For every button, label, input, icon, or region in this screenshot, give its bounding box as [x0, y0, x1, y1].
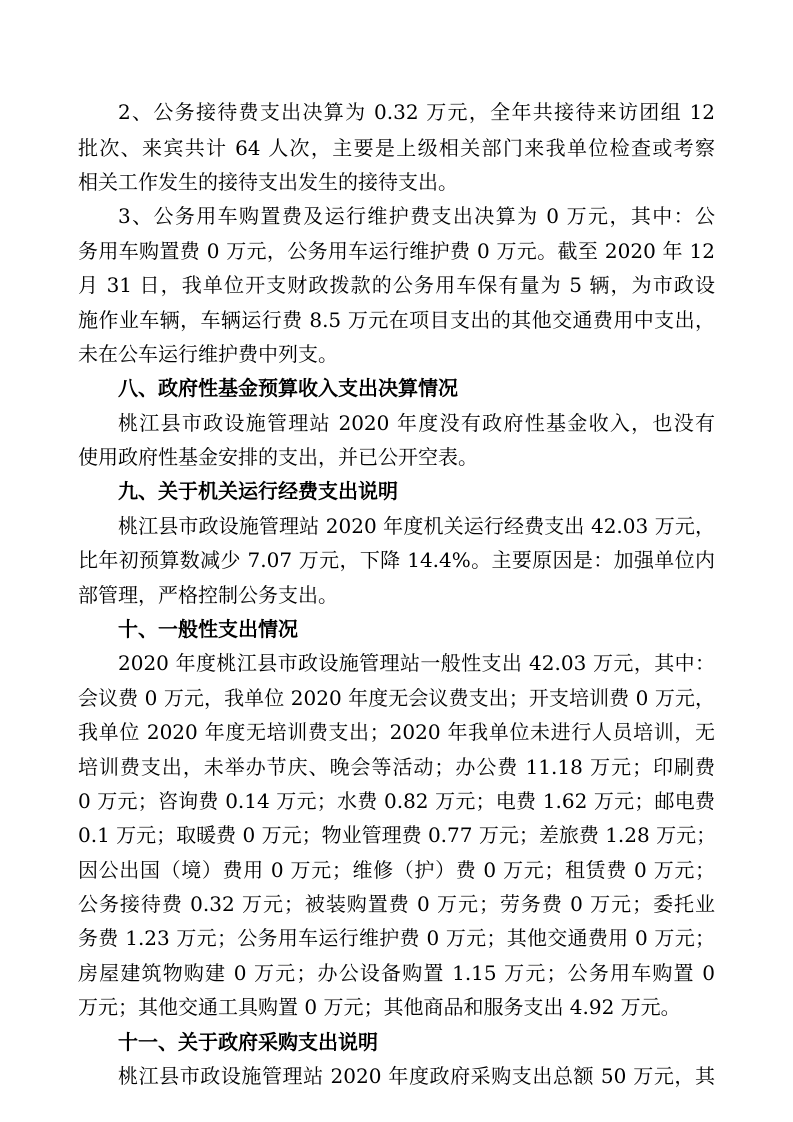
section-heading: 十一、关于政府采购支出说明: [118, 1030, 378, 1054]
paragraph-line: 部管理，严格控制公务支出。: [78, 583, 338, 607]
paragraph-line: 相关工作发生的接待支出发生的接待支出。: [78, 170, 458, 194]
paragraph-line: 我单位 2020 年度无培训费支出；2020 年我单位未进行人员培训，无: [78, 720, 715, 744]
paragraph-line: 2020 年度桃江县市政设施管理站一般性支出 42.03 万元，其中：: [118, 651, 715, 675]
paragraph-line: 0 万元；咨询费 0.14 万元；水费 0.82 万元；电费 1.62 万元；邮电费: [78, 789, 715, 813]
paragraph-line: 桃江县市政设施管理站 2020 年度没有政府性基金收入，也没有: [118, 411, 715, 435]
paragraph-line: 0.1 万元；取暖费 0 万元；物业管理费 0.77 万元；差旅费 1.28 万元；: [78, 823, 717, 847]
paragraph-line: 3、公务用车购置费及运行维护费支出决算为 0 万元，其中：公: [118, 204, 715, 228]
paragraph-line: 房屋建筑物购建 0 万元；办公设备购置 1.15 万元；公务用车购置 0: [78, 961, 715, 985]
paragraph-line: 桃江县市政设施管理站 2020 年度机关运行经费支出 42.03 万元，: [118, 514, 715, 538]
paragraph-line: 使用政府性基金安排的支出，并已公开空表。: [78, 445, 478, 469]
paragraph-line: 因公出国（境）费用 0 万元；维修（护）费 0 万元；租赁费 0 万元；: [78, 858, 715, 882]
paragraph-line: 万元；其他交通工具购置 0 万元；其他商品和服务支出 4.92 万元。: [78, 995, 681, 1019]
paragraph-line: 务费 1.23 万元；公务用车运行维护费 0 万元；其他交通费用 0 万元；: [78, 926, 715, 950]
paragraph-line: 培训费支出，未举办节庆、晚会等活动；办公费 11.18 万元；印刷费: [78, 755, 715, 779]
paragraph-line: 未在公车运行维护费中列支。: [78, 342, 338, 366]
paragraph-line: 月 31 日，我单位开支财政拨款的公务用车保有量为 5 辆，为市政设: [78, 273, 715, 297]
paragraph-line: 公务接待费 0.32 万元；被装购置费 0 万元；劳务费 0 万元；委托业: [78, 892, 715, 916]
section-heading: 十、一般性支出情况: [118, 617, 298, 641]
paragraph-line: 施作业车辆，车辆运行费 8.5 万元在项目支出的其他交通费用中支出，: [78, 308, 715, 332]
paragraph-line: 务用车购置费 0 万元，公务用车运行维护费 0 万元。截至 2020 年 12: [78, 239, 715, 263]
paragraph-line: 比年初预算数减少 7.07 万元，下降 14.4%。主要原因是：加强单位内: [78, 548, 715, 572]
paragraph-line: 会议费 0 万元，我单位 2020 年度无会议费支出；开支培训费 0 万元，: [78, 686, 715, 710]
paragraph-line: 桃江县市政设施管理站 2020 年度政府采购支出总额 50 万元，其: [118, 1064, 715, 1088]
paragraph-line: 2、公务接待费支出决算为 0.32 万元，全年共接待来访团组 12: [118, 100, 715, 124]
section-heading: 八、政府性基金预算收入支出决算情况: [118, 376, 458, 400]
section-heading: 九、关于机关运行经费支出说明: [118, 479, 398, 503]
paragraph-line: 批次、来宾共计 64 人次，主要是上级相关部门来我单位检查或考察: [78, 136, 715, 160]
